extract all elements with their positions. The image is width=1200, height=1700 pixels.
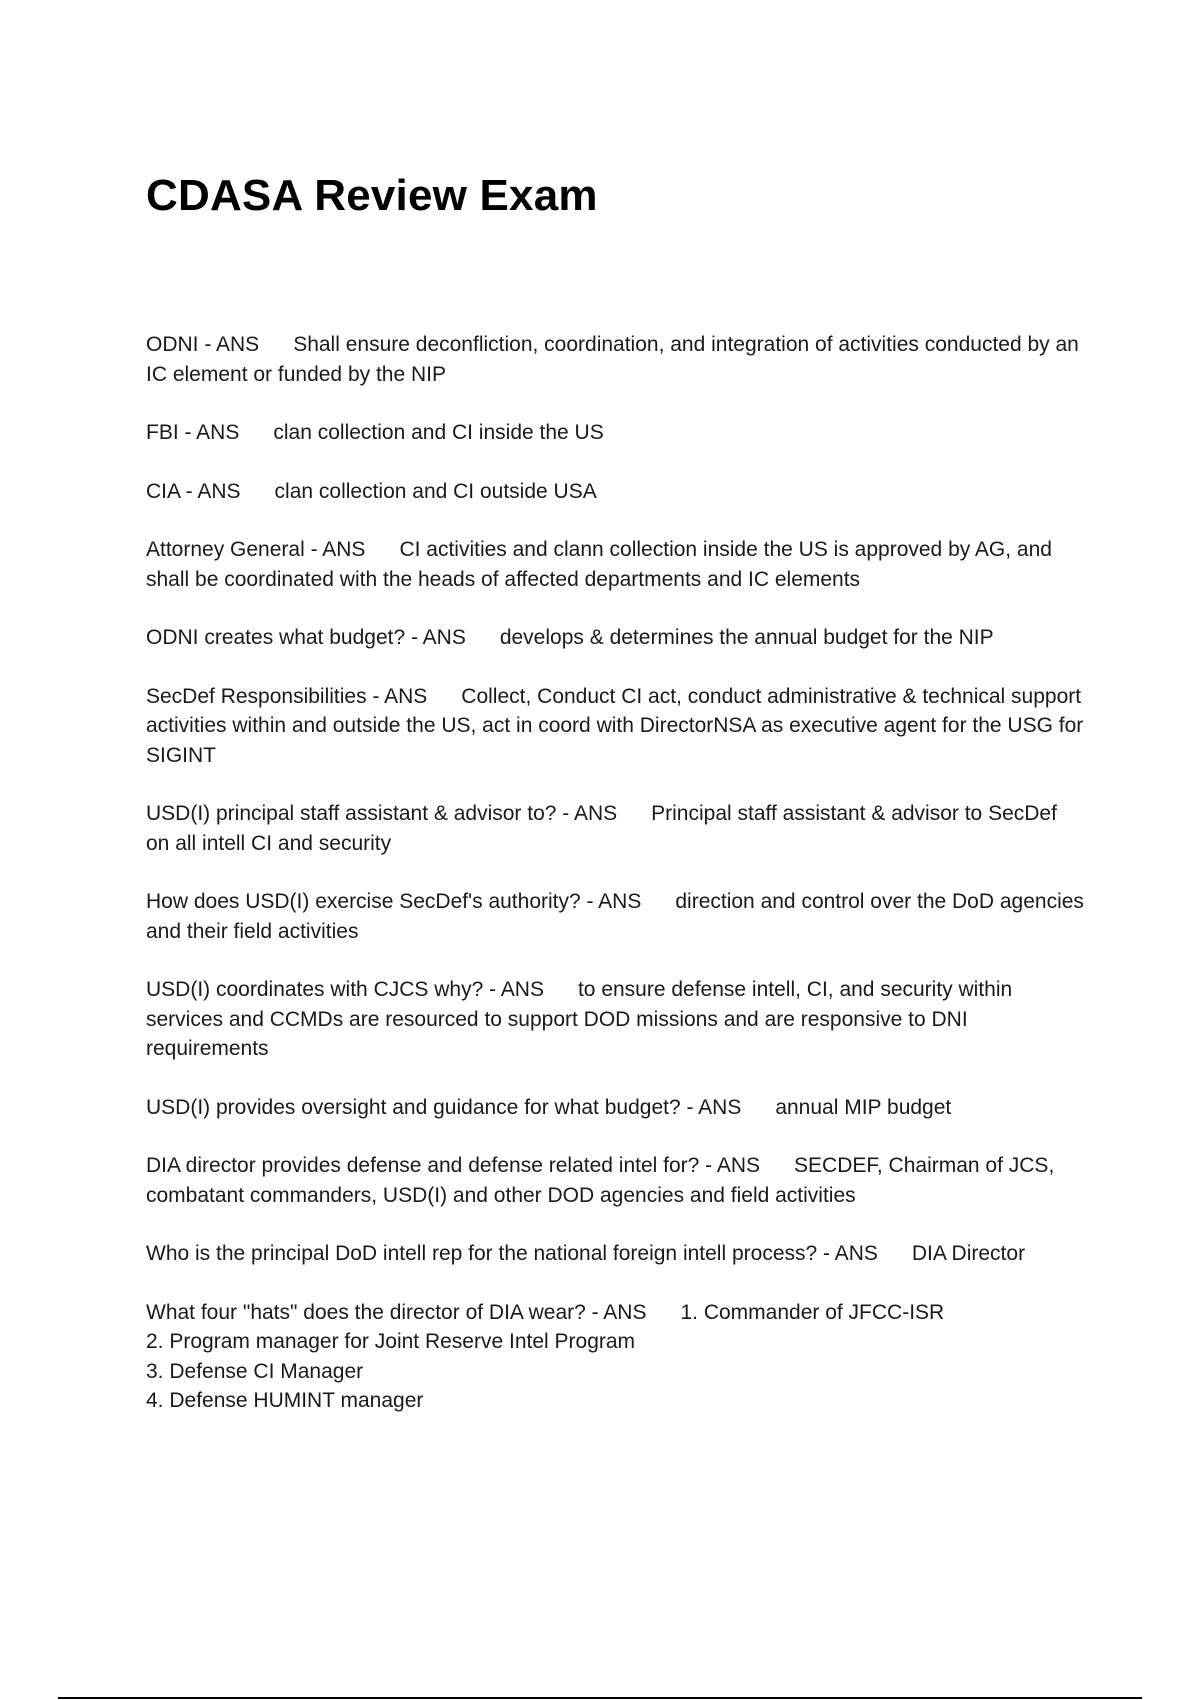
question-text: What four "hats" does the director of DIA wear? - ANS: [146, 1300, 647, 1324]
question-text: ODNI - ANS: [146, 333, 260, 356]
qa-item: [146, 330, 1086, 389]
page-title: CDASA Review Exam: [146, 171, 598, 220]
answer-text: CI activities and clann collection inside the US is approved by AG, and shall be coordinated with the heads of affected departments and IC elements: [146, 538, 1052, 591]
question-text: CIA - ANS: [146, 479, 241, 503]
question-text: USD(I) provides oversight and guidance for what budget? - ANS: [146, 1095, 742, 1119]
qa-item: [146, 477, 1086, 507]
answer-text: Shall ensure deconfliction, coordination, and integration of activities conducted by an IC element or funded by the NIP: [146, 333, 1079, 386]
footer-divider: [58, 1697, 1142, 1699]
qa-item: [146, 535, 1086, 594]
qa-item: [146, 1151, 1086, 1210]
answer-text: Principal staff assistant & advisor to SecDef on all intell CI and security: [146, 802, 1057, 855]
answer-line: 2. Program manager for Joint Reserve Intel Program: [146, 1330, 636, 1353]
answer-text: Collect, Conduct CI act, conduct administrative & technical support activities within and outside the US, act in coord with DirectorNSA as executive agent for the USG for SIGINT: [146, 684, 1084, 767]
question-text: ODNI creates what budget? - ANS: [146, 626, 466, 649]
question-text: DIA director provides defense and defense related intel for? - ANS: [146, 1154, 761, 1177]
question-text: USD(I) coordinates with CJCS why? - ANS: [146, 978, 544, 1001]
question-text: SecDef Responsibilities - ANS: [146, 684, 428, 708]
qa-item: [146, 1239, 1086, 1269]
answer-text: 1. Commander of JFCC-ISR: [680, 1300, 945, 1324]
qa-item: [146, 1298, 1086, 1416]
qa-item: [146, 975, 1086, 1064]
answer-text: clan collection and CI outside USA: [274, 479, 597, 503]
answer-text: develops & determines the annual budget for the NIP: [499, 626, 994, 649]
answer-text: direction and control over the DoD agencies and their field activities: [146, 890, 1084, 943]
question-text: Attorney General - ANS: [146, 538, 366, 561]
question-text: Who is the principal DoD intell rep for the national foreign intell process? - ANS: [146, 1242, 878, 1265]
qa-item: [146, 1093, 1086, 1123]
answer-line: 3. Defense CI Manager: [146, 1359, 364, 1383]
qa-item: [146, 623, 1086, 653]
answer-text: SECDEF, Chairman of JCS, combatant commanders, USD(I) and other DOD agencies and field activities: [146, 1154, 1055, 1207]
qa-item: [146, 682, 1086, 771]
question-text: How does USD(I) exercise SecDef's authority? - ANS: [146, 890, 642, 913]
qa-list: [146, 330, 1086, 1445]
answer-text: DIA Director: [911, 1242, 1026, 1265]
answer-line: 4. Defense HUMINT manager: [146, 1389, 424, 1412]
answer-text: to ensure defense intell, CI, and security within services and CCMDs are resourced to support DOD missions and are responsive to DNI requirements: [146, 978, 1013, 1060]
qa-item: [146, 418, 1086, 448]
answer-text: clan collection and CI inside the US: [273, 421, 604, 444]
answer-text: annual MIP budget: [775, 1095, 952, 1119]
qa-item: [146, 887, 1086, 946]
qa-item: [146, 799, 1086, 858]
question-text: USD(I) principal staff assistant & advisor to? - ANS: [146, 802, 618, 825]
question-text: FBI - ANS: [146, 421, 240, 444]
